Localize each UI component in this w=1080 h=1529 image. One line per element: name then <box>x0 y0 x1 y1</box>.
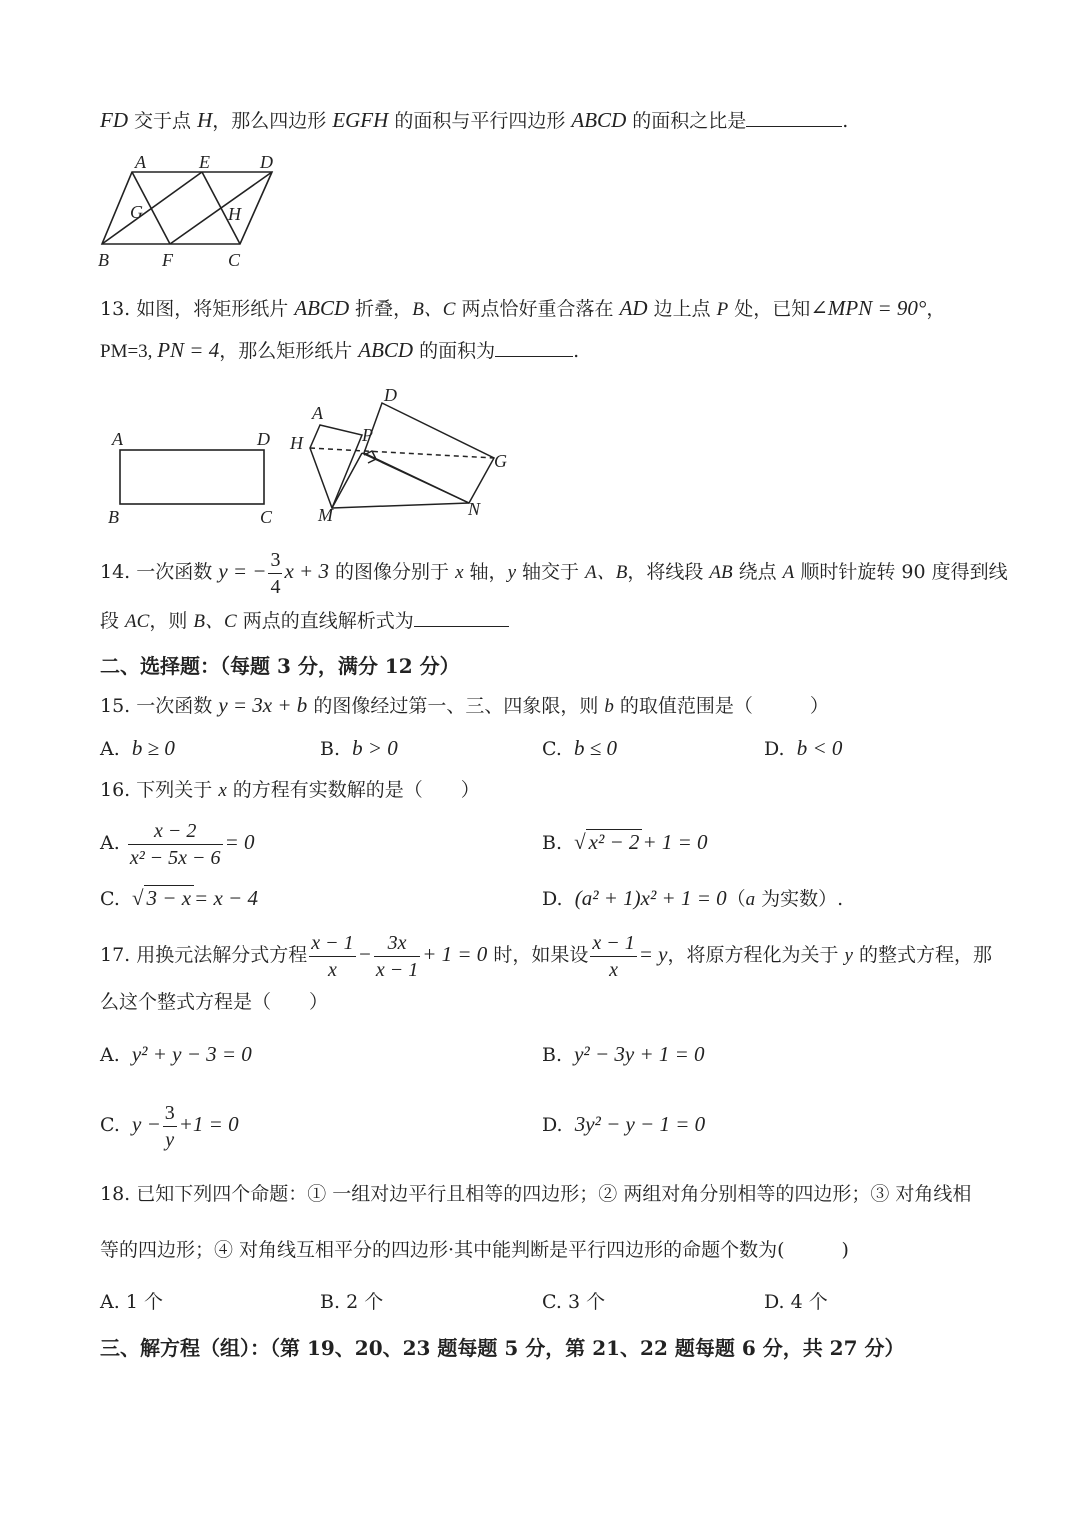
q17-option-a[interactable]: A. y² + y − 3 = 0 <box>100 1042 252 1066</box>
fig13b-label-G: G <box>494 451 507 471</box>
fig12-label-D: D <box>260 152 273 172</box>
q16-option-a[interactable]: A. $\frac{x - 2}{\text{x² − 5x − 6}}$ = 0 <box>100 819 255 869</box>
fig12-label-H: H <box>228 204 241 224</box>
q13-angle: ∠MPN = 90° <box>810 296 927 320</box>
section-3-heading: 三、解方程（组）：（第 19、20、23 题每题 5 分，第 21、22 题每题 6 分，共 27 分） <box>100 1336 905 1360</box>
answer-blank-13[interactable] <box>495 338 573 357</box>
q14-number: 14. <box>100 561 131 583</box>
q16-option-c[interactable]: C. √ 3 − x = x − 4 <box>100 886 258 910</box>
q17-line1: 17. 用换元法解分式方程 $\frac{x - 1}{x}$ − $\frac{3x}{x - 1}$ + 1 = 0 时，如果设 $\frac{x - 1}{x}$ = y，将原方程化为关于 y 的整式方程，那 <box>100 931 992 981</box>
q14-fraction: $\frac{3}{4}$ <box>270 548 281 598</box>
answer-blank-14[interactable] <box>414 608 509 627</box>
q18-option-d[interactable]: D. 4 个 <box>764 1291 828 1313</box>
fig13b-label-H: H <box>290 433 303 453</box>
q18-option-b[interactable]: B. 2 个 <box>320 1291 384 1313</box>
q14-line1: 14. 一次函数 y = − $\frac{3}{4}$ x + 3 的图像分别于 x 轴，y 轴交于 A、B，将线段 AB 绕点 A 顺时针旋转 90 度得到线 <box>100 548 1008 598</box>
fig12-label-G: G <box>130 202 143 222</box>
q15-option-b[interactable]: B. b > 0 <box>320 736 398 760</box>
q13-line2: PM=3, PN = 4，那么矩形纸片 ABCD 的面积为 . <box>100 338 580 362</box>
q13-number: 13. <box>100 298 131 320</box>
q16-stem: 16. 下列关于 x 的方程有实数解的是（ ） <box>100 779 480 801</box>
q15-option-c[interactable]: C. b ≤ 0 <box>542 736 618 760</box>
figure-folded-rectangle <box>284 383 524 528</box>
fig12-label-A: A <box>135 152 146 172</box>
fig13b-label-A: A <box>312 403 323 423</box>
q16-option-d[interactable]: D. (a² + 1)x² + 1 = 0（a 为实数）. <box>542 886 844 910</box>
q18-line2: 等的四边形；④ 对角线互相平分的四边形·其中能判断是平行四边形的命题个数为( ) <box>100 1239 849 1261</box>
figure-parallelogram <box>90 152 290 272</box>
q17-line2: 么这个整式方程是（ ） <box>100 991 329 1013</box>
fig13a-label-B: B <box>108 507 119 527</box>
q16-option-b[interactable]: B. √ x² − 2 + 1 = 0 <box>542 830 708 854</box>
fig13b-label-D: D <box>384 385 397 405</box>
section-2-heading: 二、选择题：（每题 3 分，满分 12 分） <box>100 654 460 678</box>
figure-rectangle <box>100 425 290 530</box>
q17-number: 17. <box>100 944 131 966</box>
q13-line1: 13. 如图，将矩形纸片 ABCD 折叠，B、C 两点恰好重合落在 AD 边上点 P 处，已知∠MPN = 90°， <box>100 296 946 320</box>
answer-blank-12[interactable] <box>746 108 842 127</box>
q16-number: 16. <box>100 779 131 801</box>
fig12-label-C: C <box>228 250 241 270</box>
q15-number: 15. <box>100 695 131 717</box>
q15-option-a[interactable]: A. b ≥ 0 <box>100 736 175 760</box>
fig13b-label-P: P <box>362 425 373 445</box>
q17-option-c[interactable]: C. y − $\frac{3}{y}$ +1 = 0 <box>100 1101 239 1151</box>
q18-line1: 18. 已知下列四个命题：① 一组对边平行且相等的四边形；② 两组对角分别相等的四边形；③ 对角线相 <box>100 1183 972 1205</box>
q14-line2: 段 AC，则 B、C 两点的直线解析式为 <box>100 608 509 634</box>
fig12-label-E: E <box>199 152 210 172</box>
q18-option-c[interactable]: C. 3 个 <box>542 1291 606 1313</box>
q18-number: 18. <box>100 1183 131 1205</box>
q15-stem: 15. 一次函数 y = 3x + b 的图像经过第一、三、四象限，则 b 的取值范围是（ ） <box>100 693 829 717</box>
fig13a-label-A: A <box>112 429 123 449</box>
fig13a-label-D: D <box>257 429 270 449</box>
fig13b-label-N: N <box>468 499 481 519</box>
q17-option-b[interactable]: B. y² − 3y + 1 = 0 <box>542 1042 705 1066</box>
q12-line: FD 交于点 H，那么四边形 EGFH 的面积与平行四边形 ABCD 的面积之比是 . <box>100 108 849 132</box>
fig13b-label-M: M <box>318 505 333 525</box>
fig12-label-B: B <box>98 250 109 270</box>
q15-option-d[interactable]: D. b < 0 <box>764 736 843 760</box>
fig13a-label-C: C <box>260 507 273 527</box>
fig12-label-F: F <box>162 250 173 270</box>
q17-option-d[interactable]: D. 3y² − y − 1 = 0 <box>542 1112 706 1136</box>
q18-option-a[interactable]: A. 1 个 <box>100 1291 163 1313</box>
q12-fd: FD <box>100 108 128 132</box>
